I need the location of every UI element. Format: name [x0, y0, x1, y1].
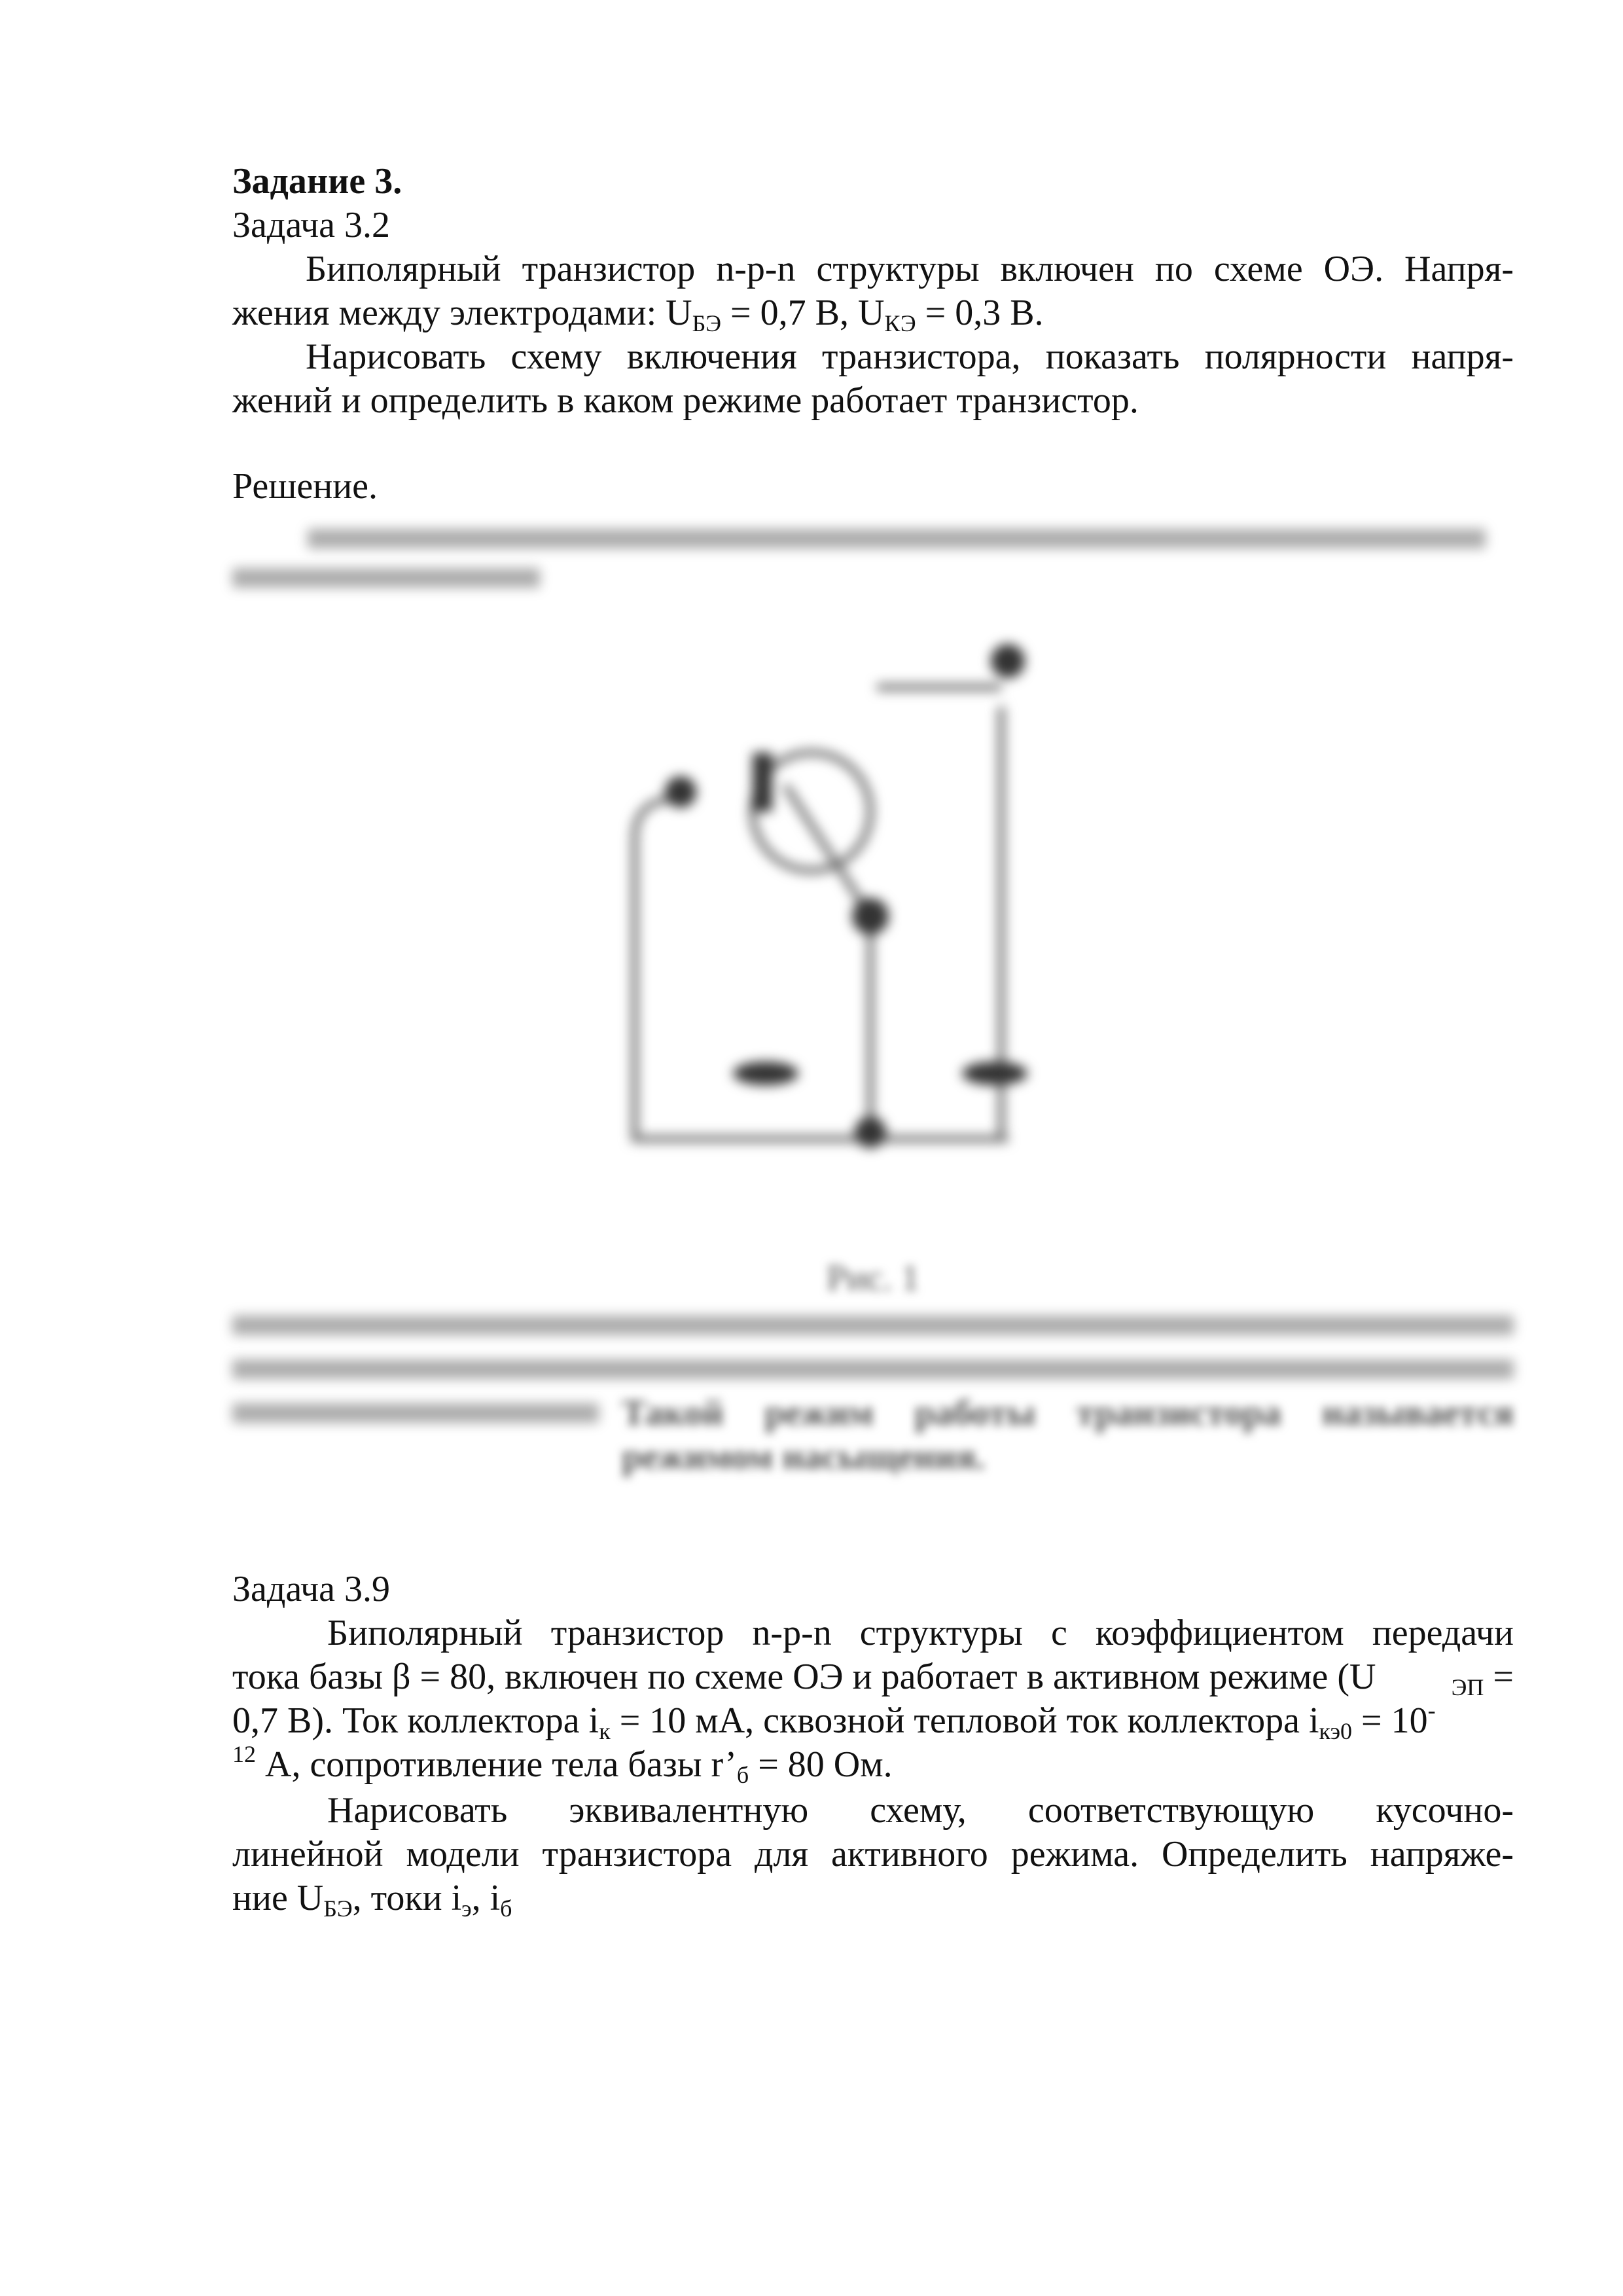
task-3-2-text-line: жения между электродами: $U_{БЭ} = 0,7$ В, $U_{КЭ} = 0,3$ В. [232, 293, 1044, 336]
task-3-9-text-line: тока базы β = 80, включен по схеме ОЭ и работает в активном режиме (U $_{ЭП}$ = [232, 1657, 1514, 1700]
blurred-text [232, 1316, 1514, 1335]
figure-caption: Рис. 1 [827, 1258, 919, 1299]
blurred-text [232, 1403, 599, 1423]
task-3-9-text-line: $^{12}$ А, сопротивление тела базы $r’_б = 80$ Ом. [232, 1741, 893, 1788]
task-3-9-title: Задача 3.9 [232, 1569, 391, 1609]
task-3-2-text-line: Биполярный транзистор n-p-n структуры включен по схеме ОЭ. Напря- [306, 249, 1514, 289]
solution-title: Решение. [232, 466, 378, 507]
blurred-text [308, 529, 1486, 548]
blurred-text [232, 1359, 1514, 1379]
task-3-9-text-line: Биполярный транзистор n-p-n структуры с коэффициентом передачи [327, 1613, 1514, 1653]
section-heading: Задание 3. [232, 161, 402, 202]
task-3-2-title: Задача 3.2 [232, 205, 391, 245]
task-3-2-text-line: жений и определить в каком режиме работает транзистор. [232, 380, 1139, 421]
blurred-text [232, 568, 540, 588]
solution-conclusion: Такой режим работы транзистора называется режимом насыщения. [622, 1393, 1514, 1477]
task-3-2-text-line: Нарисовать схему включения транзистора, показать полярности напря- [306, 336, 1514, 377]
task-3-9-text-line: линейной модели транзистора для активного режима. Определить напряже- [232, 1834, 1514, 1874]
task-3-9-text-line: Нарисовать эквивалентную схему, соответствующую кусочно- [327, 1790, 1514, 1831]
task-3-9-text-line: 0,7 В). Ток коллектора $i_к = 10$ мА, сквозной тепловой ток коллектора $i_{кэ0} = 10^-$ [232, 1697, 1436, 1744]
task-3-9-text-line: ние $U_{БЭ}$, токи $i_э$, $i_б$ [232, 1878, 512, 1922]
circuit-diagram [589, 576, 1178, 1191]
